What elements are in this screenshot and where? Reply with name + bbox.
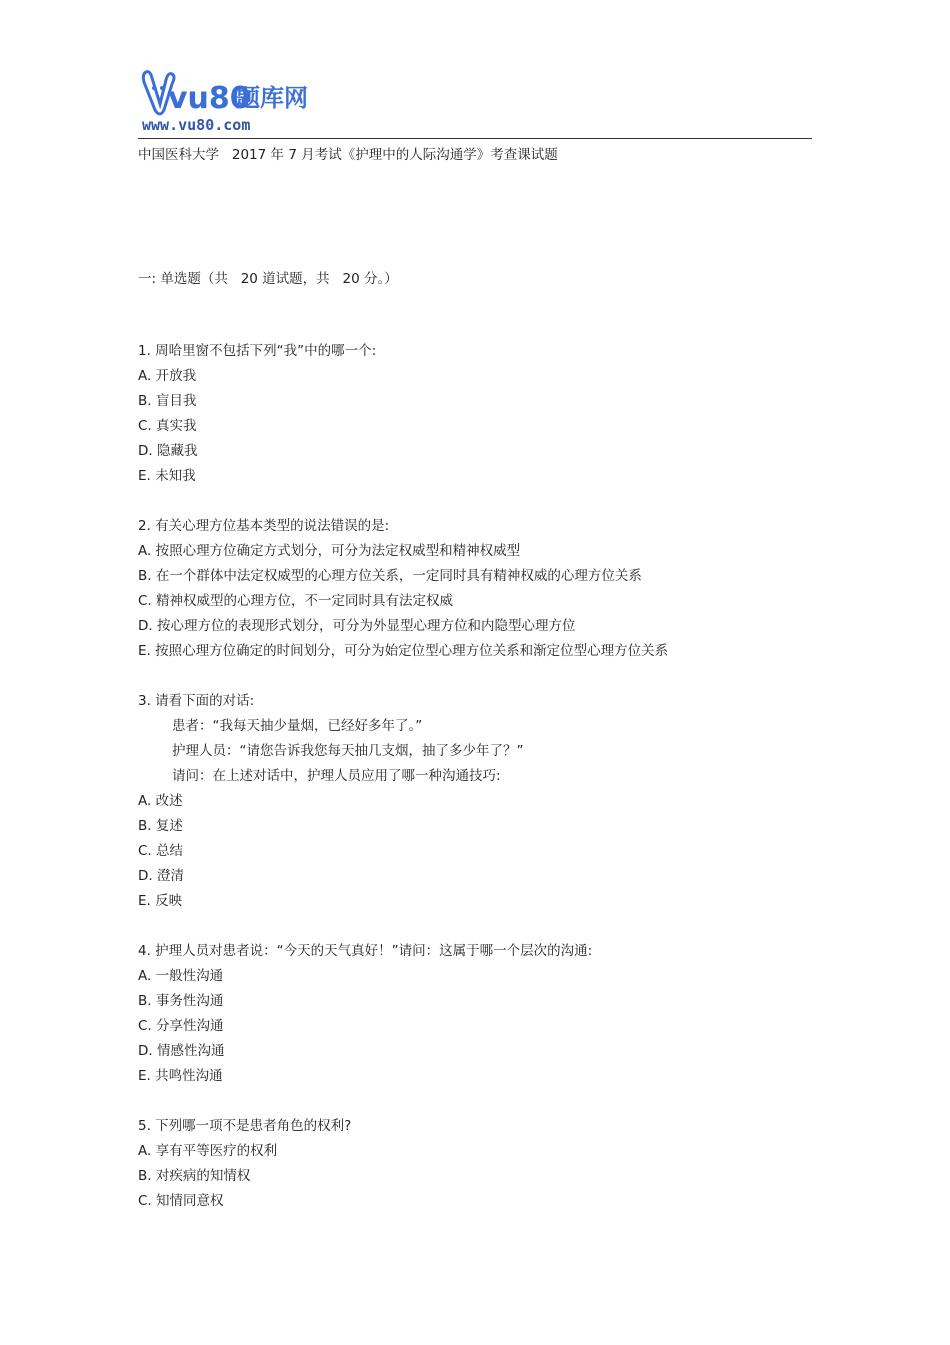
question-5 bbox=[138, 1117, 812, 1217]
dialog-line-patient: 患者：“我每天抽少量烟，已经好多年了。” bbox=[172, 718, 423, 734]
option-d: D. 情感性沟通 bbox=[138, 1043, 225, 1059]
option-b: B. 复述 bbox=[138, 818, 183, 834]
question-4 bbox=[138, 942, 812, 1092]
option-b: B. 事务性沟通 bbox=[138, 993, 224, 1009]
option-c: C. 精神权威型的心理方位，不一定同时具有法定权威 bbox=[138, 593, 454, 609]
option-d: D. 隐藏我 bbox=[138, 443, 198, 459]
option-c: C. 总结 bbox=[138, 843, 184, 859]
option-a: A. 一般性沟通 bbox=[138, 968, 224, 984]
question-1 bbox=[138, 342, 812, 492]
site-logo-graphic bbox=[140, 68, 330, 136]
option-c: C. 真实我 bbox=[138, 418, 197, 434]
question-2 bbox=[138, 517, 812, 667]
question-stem: 5. 下列哪一项不是患者角色的权利? bbox=[138, 1118, 352, 1134]
question-list bbox=[138, 342, 812, 1242]
option-c: C. 知情同意权 bbox=[138, 1193, 224, 1209]
logo-url-text: www.vu80.com bbox=[142, 116, 251, 134]
option-a: A. 享有平等医疗的权利 bbox=[138, 1143, 278, 1159]
option-e: E. 按照心理方位确定的时间划分，可分为始定位型心理方位关系和渐定位型心理方位关系 bbox=[138, 643, 669, 659]
option-a: A. 开放我 bbox=[138, 368, 197, 384]
document-header: 中国医科大学 2017 年 7 月考试《护理中的人际沟通学》考查课试题 bbox=[138, 147, 558, 163]
option-b: B. 对疾病的知情权 bbox=[138, 1168, 251, 1184]
option-b: B. 在一个群体中法定权威型的心理方位关系，一定同时具有精神权威的心理方位关系 bbox=[138, 568, 642, 584]
question-stem: 2. 有关心理方位基本类型的说法错误的是: bbox=[138, 518, 390, 534]
dialog-line-nurse: 护理人员：“请您告诉我您每天抽几支烟，抽了多少年了？” bbox=[172, 743, 524, 759]
question-stem: 4. 护理人员对患者说：“今天的天气真好！”请问：这属于哪一个层次的沟通: bbox=[138, 943, 593, 959]
option-d: D. 按心理方位的表现形式划分，可分为外显型心理方位和内隐型心理方位 bbox=[138, 618, 576, 634]
option-a: A. 改述 bbox=[138, 793, 183, 809]
site-logo bbox=[140, 68, 330, 136]
logo-main-text: vu80 bbox=[168, 81, 251, 116]
option-a: A. 按照心理方位确定方式划分，可分为法定权威型和精神权威型 bbox=[138, 543, 521, 559]
option-d: D. 澄清 bbox=[138, 868, 184, 884]
option-e: E. 共鸣性沟通 bbox=[138, 1068, 223, 1084]
logo-cn-text: 题库网 bbox=[236, 84, 308, 112]
option-e: E. 未知我 bbox=[138, 468, 196, 484]
option-b: B. 盲目我 bbox=[138, 393, 197, 409]
question-3 bbox=[138, 692, 812, 917]
question-stem: 3. 请看下面的对话: bbox=[138, 693, 255, 709]
header-rule bbox=[138, 138, 812, 139]
dialog-line-question: 请问：在上述对话中，护理人员应用了哪一种沟通技巧: bbox=[172, 768, 501, 784]
section-title: 一: 单选题（共 20 道试题，共 20 分。） bbox=[138, 271, 398, 287]
question-stem: 1. 周哈里窗不包括下列“我”中的哪一个: bbox=[138, 343, 377, 359]
option-c: C. 分享性沟通 bbox=[138, 1018, 224, 1034]
option-e: E. 反映 bbox=[138, 893, 183, 909]
